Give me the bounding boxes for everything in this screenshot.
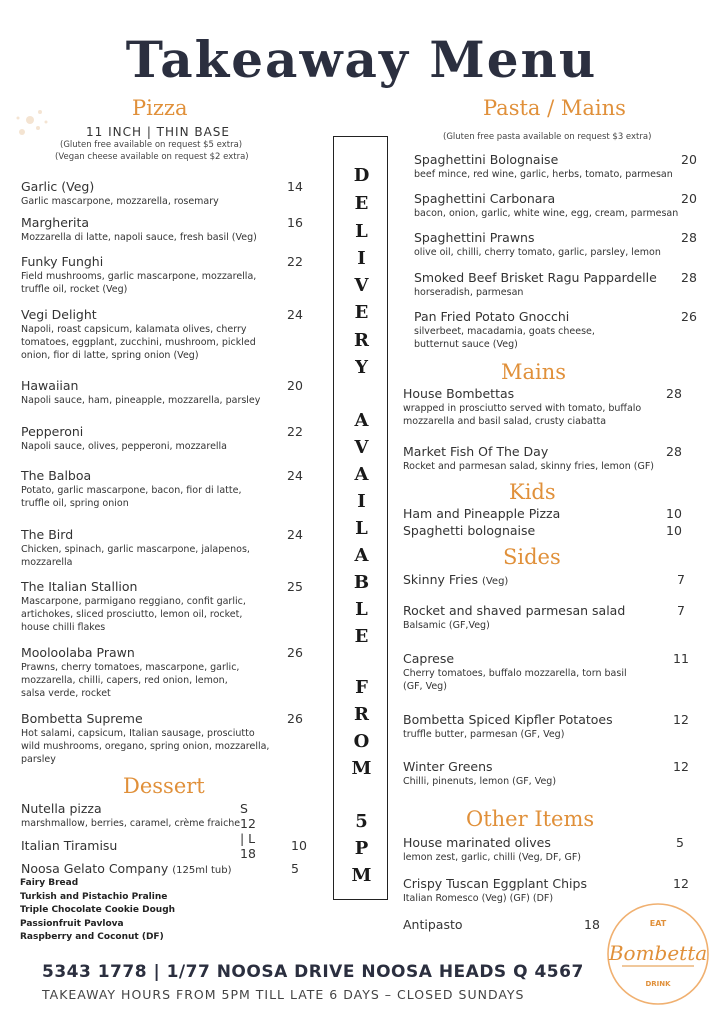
gelato-flavour: Turkish and Pistachio Praline <box>20 891 168 902</box>
pizza-item <box>21 254 303 296</box>
item-name-text: The Balboa <box>21 468 92 483</box>
item-price: 26 <box>681 309 697 324</box>
delivery-banner <box>333 136 388 900</box>
item-name <box>414 191 678 206</box>
item-price: 12 <box>673 759 689 774</box>
item-name <box>21 307 256 322</box>
item-price: 7 <box>677 572 685 587</box>
item-name <box>403 876 587 891</box>
item-name-text: Ham and Pineapple Pizza <box>403 506 561 521</box>
item-name <box>21 378 260 393</box>
item-name <box>21 801 240 816</box>
item-price: 10 <box>666 506 682 521</box>
item-description: wrapped in prosciutto served with tomato, buffalo <box>403 403 642 414</box>
item-price: 7 <box>677 603 685 618</box>
item-description: bacon, onion, garlic, white wine, egg, cream, parmesan <box>414 208 679 219</box>
item-name-text: Italian Tiramisu <box>21 838 118 853</box>
delivery-letter: A <box>354 545 369 566</box>
delivery-letter: L <box>355 599 368 620</box>
item-name-text: Smoked Beef Brisket Ragu Pappardelle <box>414 270 657 285</box>
item-name <box>414 309 595 324</box>
kids-item <box>403 506 682 521</box>
item-description: Italian Romesco (Veg) (GF) (DF) <box>403 893 554 904</box>
item-name-text: Hawaiian <box>21 378 79 393</box>
item-description: Cherry tomatoes, buffalo mozzarella, torn basil <box>403 668 627 679</box>
item-name-text: Spaghettini Prawns <box>414 230 535 245</box>
pasta-note-gluten: (Gluten free pasta available on request $3 extra) <box>443 132 652 142</box>
item-price: 20 <box>681 152 697 167</box>
item-price: 11 <box>673 651 689 666</box>
gelato-flavour: Raspberry and Coconut (DF) <box>20 932 164 942</box>
item-description: Napoli sauce, ham, pineapple, mozzarella, parsley <box>21 395 261 406</box>
item-name <box>403 444 654 459</box>
item-name <box>403 712 613 727</box>
item-name <box>21 424 227 439</box>
item-name <box>414 152 673 167</box>
item-description: Potato, garlic mascarpone, bacon, fior di latte, <box>21 485 242 496</box>
item-name <box>21 527 250 542</box>
item-price: 25 <box>287 579 303 594</box>
item-name <box>21 468 241 483</box>
sides-item <box>403 603 685 632</box>
item-name-text: Skinny Fries <box>403 572 478 587</box>
item-price: 22 <box>287 424 303 439</box>
item-price: S 12 | L 18 <box>240 801 256 861</box>
other-item <box>403 917 600 932</box>
sides-item <box>403 759 689 788</box>
item-description: butternut sauce (Veg) <box>414 339 518 350</box>
delivery-letter: F <box>355 677 368 698</box>
item-price: 16 <box>287 215 303 230</box>
item-name <box>403 603 625 618</box>
kids-item <box>403 523 682 538</box>
item-description: Chilli, pinenuts, lemon (GF, Veg) <box>403 776 557 787</box>
item-description: Mascarpone, parmigano reggiano, confit garlic, <box>21 596 246 607</box>
item-name <box>21 645 239 660</box>
pizza-item <box>21 468 303 510</box>
mains-item <box>403 386 682 428</box>
item-price: 26 <box>287 711 303 726</box>
delivery-letter: P <box>354 838 369 859</box>
item-name-text: Winter Greens <box>403 759 493 774</box>
delivery-letter: D <box>353 165 370 186</box>
item-description: parsley <box>21 754 56 765</box>
pizza-item <box>21 424 303 453</box>
pasta-item <box>414 152 697 181</box>
item-description: Hot salami, capsicum, Italian sausage, prosciutto <box>21 728 255 739</box>
item-description: horseradish, parmesan <box>414 287 524 298</box>
delivery-letter: M <box>351 758 372 779</box>
item-price: 24 <box>287 527 303 542</box>
item-name-text: Pepperoni <box>21 424 84 439</box>
delivery-letter: R <box>354 330 369 351</box>
logo-eat-text: EAT <box>649 919 667 928</box>
item-description: Napoli sauce, olives, pepperoni, mozzarella <box>21 441 228 452</box>
item-description: Balsamic (GF,Veg) <box>403 620 490 631</box>
item-price: 12 <box>673 876 689 891</box>
pizza-item <box>21 711 303 766</box>
sides-item <box>403 572 685 587</box>
item-name <box>21 215 257 230</box>
delivery-letter: V <box>354 275 369 296</box>
pizza-item <box>21 527 303 569</box>
item-name-text: Caprese <box>403 651 455 666</box>
item-name-note: (Veg) <box>481 576 509 587</box>
item-name-text: Antipasto <box>403 917 463 932</box>
delivery-letter: R <box>354 704 369 725</box>
item-description: artichokes, sliced prosciutto, lemon oil, rocket, <box>21 609 243 620</box>
item-price: 5 <box>676 835 684 850</box>
item-description: Rocket and parmesan salad, skinny fries, lemon (GF) <box>403 461 654 472</box>
delivery-letter: E <box>354 302 369 323</box>
item-description: onion, fior di latte, spring onion (Veg) <box>21 350 199 361</box>
item-price: 28 <box>666 444 682 459</box>
item-price: 10 <box>291 838 307 853</box>
pizza-item <box>21 579 303 634</box>
gelato-flavour: Passionfruit Pavlova <box>20 918 124 929</box>
item-name-text: The Italian Stallion <box>21 579 138 594</box>
item-name-text: Nutella pizza <box>21 801 102 816</box>
gelato-flavour: Fairy Bread <box>20 878 79 888</box>
other-item <box>403 835 684 864</box>
delivery-letter: V <box>354 437 369 458</box>
item-name <box>414 230 661 245</box>
item-name <box>403 651 627 666</box>
delivery-letter: M <box>351 865 372 886</box>
item-name-text: Bombetta Spiced Kipfler Potatoes <box>403 712 613 727</box>
other-item <box>403 876 689 905</box>
item-description: Mozzarella di latte, napoli sauce, fresh basil (Veg) <box>21 232 257 243</box>
delivery-letter: L <box>355 221 368 242</box>
pizza-size: 11 INCH | THIN BASE <box>86 125 230 139</box>
item-name-text: House Bombettas <box>403 386 515 401</box>
item-description: lemon zest, garlic, chilli (Veg, DF, GF) <box>403 852 581 863</box>
item-price: 12 <box>673 712 689 727</box>
pizza-item <box>21 645 303 700</box>
mains-item <box>403 444 682 473</box>
item-price: 14 <box>287 179 303 194</box>
item-name-text: Pan Fried Potato Gnocchi <box>414 309 570 324</box>
pizza-item <box>21 215 303 244</box>
item-price: 22 <box>287 254 303 269</box>
item-name-text: Margherita <box>21 215 90 230</box>
item-name <box>403 572 508 587</box>
item-name-note: (125ml tub) <box>172 865 232 876</box>
item-name-text: Funky Funghi <box>21 254 104 269</box>
logo-drink-text: DRINK <box>645 980 671 988</box>
item-description: tomatoes, eggplant, zucchini, mushroom, pickled <box>21 337 256 348</box>
item-price: 5 <box>291 861 299 876</box>
item-name <box>403 506 560 521</box>
item-description: salsa verde, rocket <box>21 688 111 699</box>
item-name <box>403 917 463 932</box>
item-name-text: Market Fish Of The Day <box>403 444 549 459</box>
delivery-letter: B <box>353 572 370 593</box>
item-price: 20 <box>681 191 697 206</box>
item-description: silverbeet, macadamia, goats cheese, <box>414 326 595 337</box>
pizza-item <box>21 307 303 362</box>
item-description: Napoli, roast capsicum, kalamata olives, cherry <box>21 324 247 335</box>
item-description: wild mushrooms, oregano, spring onion, mozzarella, <box>21 741 270 752</box>
sides-item <box>403 712 689 741</box>
item-price: 10 <box>666 523 682 538</box>
item-description: Garlic mascarpone, mozzarella, rosemary <box>21 196 219 207</box>
item-description: olive oil, chilli, cherry tomato, garlic, parsley, lemon <box>414 247 661 258</box>
delivery-letter: L <box>355 518 368 539</box>
item-name <box>21 254 256 269</box>
pizza-note-gluten: (Gluten free available on request $5 extra) <box>60 140 243 150</box>
item-name <box>403 386 641 401</box>
kids-heading: Kids <box>509 480 556 504</box>
pasta-item <box>414 191 697 220</box>
item-description: mozzarella <box>21 557 73 568</box>
item-name-text: Spaghetti bolognaise <box>403 523 536 538</box>
pasta-item <box>414 230 697 259</box>
item-name <box>21 179 219 194</box>
item-name-text: Mooloolaba Prawn <box>21 645 135 660</box>
pasta-item <box>414 309 697 351</box>
footer-hours: TAKEAWAY HOURS FROM 5PM TILL LATE 6 DAYS – CLOSED SUNDAYS <box>42 987 525 1002</box>
item-price: 28 <box>666 386 682 401</box>
item-name-text: Bombetta Supreme <box>21 711 143 726</box>
item-price: 26 <box>287 645 303 660</box>
item-name <box>21 711 269 726</box>
item-description: truffle butter, parmesan (GF, Veg) <box>403 729 565 740</box>
item-description: house chilli flakes <box>21 622 106 633</box>
other-items-heading: Other Items <box>466 807 595 831</box>
item-name <box>414 270 657 285</box>
footer-contact: 5343 1778 | 1/77 NOOSA DRIVE NOOSA HEADS Q 4567 <box>42 962 584 982</box>
item-description: truffle oil, spring onion <box>21 498 129 509</box>
item-name <box>403 523 535 538</box>
sides-item <box>403 651 689 693</box>
item-name <box>21 838 117 853</box>
bombetta-logo <box>604 900 712 1008</box>
item-price: 28 <box>681 270 697 285</box>
item-price: 24 <box>287 468 303 483</box>
delivery-letter: E <box>354 626 369 647</box>
pizza-item <box>21 378 303 407</box>
delivery-letter: E <box>354 193 369 214</box>
pizza-item <box>21 179 303 208</box>
item-name <box>21 861 231 876</box>
delivery-letter: 5 <box>355 811 368 832</box>
sides-heading: Sides <box>503 545 561 569</box>
delivery-letter: A <box>354 410 369 431</box>
pizza-note-vegan: (Vegan cheese available on request $2 extra) <box>55 152 249 162</box>
paint-splatter-icon <box>10 100 60 160</box>
page-title: Takeaway Menu <box>125 30 598 89</box>
item-name-text: Noosa Gelato Company <box>21 861 169 876</box>
delivery-letter: A <box>354 464 369 485</box>
delivery-letter: I <box>357 248 366 269</box>
item-description: mozzarella, chilli, capers, red onion, lemon, <box>21 675 228 686</box>
item-description: mozzarella and basil salad, crusty ciabatta <box>403 416 607 427</box>
item-description: Prawns, cherry tomatoes, mascarpone, garlic, <box>21 662 240 673</box>
item-description: Chicken, spinach, garlic mascarpone, jalapenos, <box>21 544 250 555</box>
pasta-item <box>414 270 697 299</box>
item-price: 28 <box>681 230 697 245</box>
item-name-text: Rocket and shaved parmesan salad <box>403 603 626 618</box>
dessert-heading: Dessert <box>123 774 205 798</box>
dessert-item <box>21 838 307 853</box>
item-name-text: Garlic (Veg) <box>21 179 95 194</box>
item-description: beef mince, red wine, garlic, herbs, tomato, parmesan <box>414 169 673 180</box>
item-description: truffle oil, rocket (Veg) <box>21 284 128 295</box>
item-price: 20 <box>287 378 303 393</box>
delivery-letter: Y <box>355 357 368 378</box>
pizza-heading: Pizza <box>132 96 188 120</box>
mains-heading: Mains <box>501 360 567 384</box>
item-name <box>21 579 246 594</box>
item-price: 18 <box>584 917 600 932</box>
item-price: 24 <box>287 307 303 322</box>
logo-main-text: Bombetta <box>608 941 708 965</box>
item-description: marshmallow, berries, caramel, crème fraiche <box>21 818 241 829</box>
delivery-letter: I <box>357 491 366 512</box>
item-name-text: Crispy Tuscan Eggplant Chips <box>403 876 587 891</box>
item-description: (GF, Veg) <box>403 681 447 692</box>
item-name-text: Vegi Delight <box>21 307 97 322</box>
pasta-heading: Pasta / Mains <box>483 96 626 120</box>
item-name <box>403 835 581 850</box>
dessert-item <box>21 861 299 876</box>
item-name-text: House marinated olives <box>403 835 551 850</box>
delivery-letter: O <box>353 731 370 752</box>
item-name-text: The Bird <box>21 527 74 542</box>
item-name <box>403 759 556 774</box>
item-description: Field mushrooms, garlic mascarpone, mozzarella, <box>21 271 257 282</box>
item-name-text: Spaghettini Carbonara <box>414 191 556 206</box>
gelato-flavour: Triple Chocolate Cookie Dough <box>20 905 176 915</box>
item-name-text: Spaghettini Bolognaise <box>414 152 559 167</box>
